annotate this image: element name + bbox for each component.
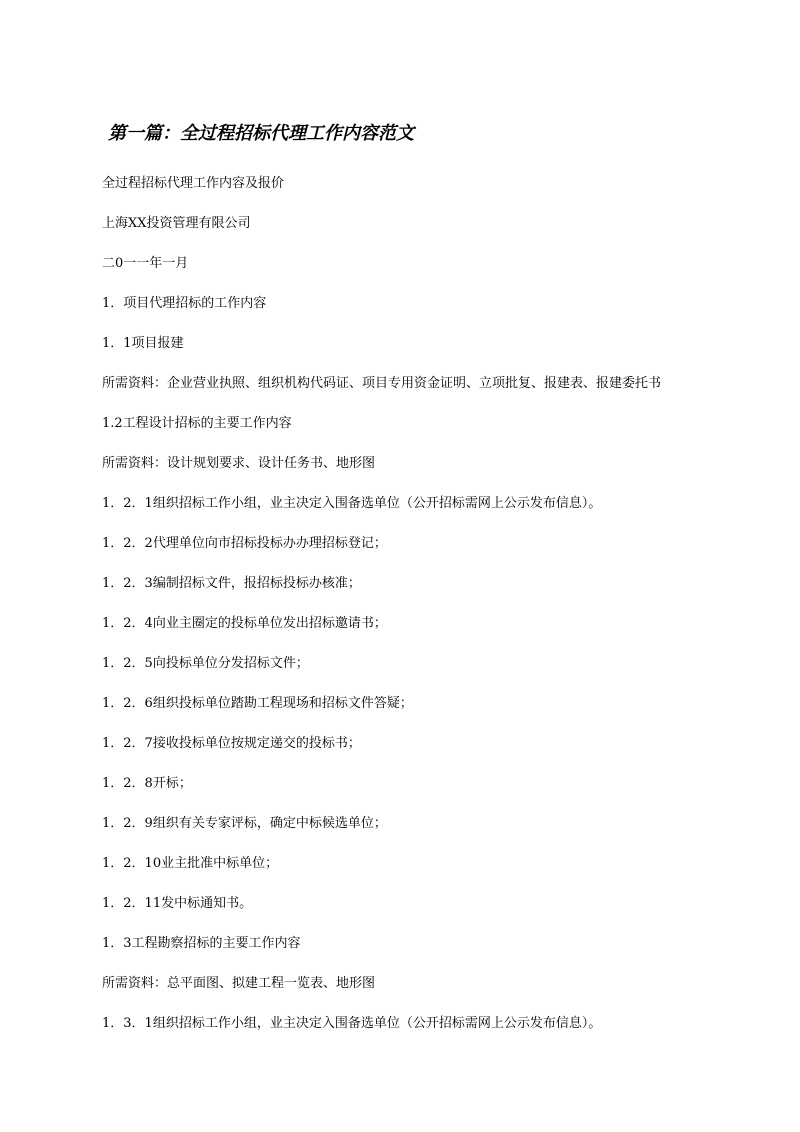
document-line: 1．2．5向投标单位分发招标文件； <box>102 656 309 671</box>
document-line: 1．2．3编制招标文件，报招标投标办核准； <box>102 576 361 591</box>
document-line: 1．项目代理招标的工作内容 <box>102 296 267 311</box>
document-line: 二0一一年一月 <box>102 256 189 271</box>
document-title: 第一篇：全过程招标代理工作内容范文 <box>108 123 414 144</box>
document-line: 1．3．1组织招标工作小组，业主决定入围备选单位（公开招标需网上公示发布信息）。 <box>102 1016 602 1031</box>
document-line: 所需资料：企业营业执照、组织机构代码证、项目专用资金证明、立项批复、报建表、报建委托书 <box>102 376 662 391</box>
document-line: 上海XX投资管理有限公司 <box>102 216 251 231</box>
document-line: 1．2．1组织招标工作小组，业主决定入围备选单位（公开招标需网上公示发布信息）。 <box>102 496 602 511</box>
document-line: 1．3工程勘察招标的主要工作内容 <box>102 936 301 951</box>
document-line: 1．2．7接收投标单位按规定递交的投标书； <box>102 736 361 751</box>
document-line: 1．1项目报建 <box>102 336 184 351</box>
document-line: 所需资料：总平面图、拟建工程一览表、地形图 <box>102 976 376 991</box>
document-line: 1．2．10业主批准中标单位； <box>102 856 279 871</box>
document-line: 1.2工程设计招标的主要工作内容 <box>102 416 292 431</box>
document-line: 1．2．8开标； <box>102 776 192 791</box>
document-line: 1．2．9组织有关专家评标，确定中标候选单位； <box>102 816 387 831</box>
document-line: 1．2．11发中标通知书。 <box>102 896 253 911</box>
document-line: 1．2．2代理单位向市招标投标办办理招标登记； <box>102 536 387 551</box>
document-line: 所需资料：设计规划要求、设计任务书、地形图 <box>102 456 376 471</box>
document-line: 全过程招标代理工作内容及报价 <box>102 176 285 191</box>
document-line: 1．2．4向业主圈定的投标单位发出招标邀请书； <box>102 616 387 631</box>
document-body <box>102 170 742 1050</box>
document-line: 1．2．6组织投标单位踏勘工程现场和招标文件答疑； <box>102 696 413 711</box>
